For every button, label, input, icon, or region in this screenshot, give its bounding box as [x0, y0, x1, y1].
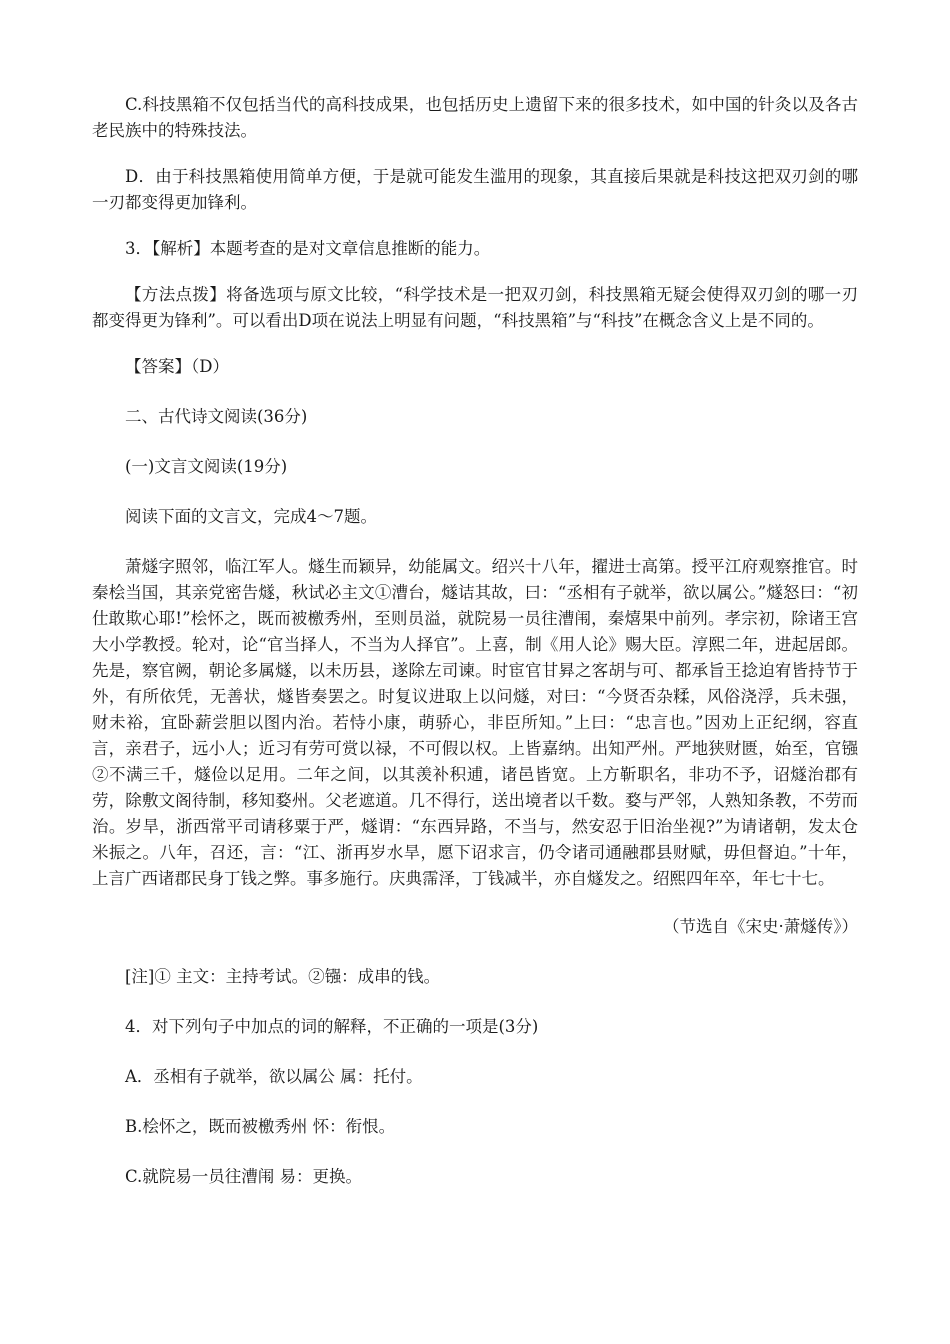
option-d-q3: D．由于科技黑箱使用简单方便，于是就可能发生滥用的现象，其直接后果就是科技这把双刃剑的哪一刃都变得更加锋利。	[92, 167, 858, 212]
q3-answer: 【答案】（D）	[125, 357, 229, 376]
document-page	[92, 92, 858, 1190]
q4-option-c: C.就院易一员往漕闱 易：更换。	[125, 1167, 363, 1186]
q3-method: 【方法点拨】将备选项与原文比较，“科学技术是一把双刃剑，科技黑箱无疑会使得双刃剑的哪一刃都变得更为锋利”。可以看出D项在说法上明显有问题，“科技黑箱”与“科技”在概念含义上是不同的。	[92, 285, 858, 330]
q4-option-a: A．丞相有子就举，欲以属公 属：托付。	[125, 1067, 423, 1086]
reading-instruction: 阅读下面的文言文，完成4～7题。	[125, 507, 377, 526]
option-c-q3: C.科技黑箱不仅包括当代的高科技成果，也包括历史上遗留下来的很多技术，如中国的针灸以及各古老民族中的特殊技法。	[92, 95, 858, 140]
q3-analysis: 3．【解析】本题考查的是对文章信息推断的能力。	[125, 239, 491, 258]
classical-passage: 萧燧字照邻，临江军人。燧生而颖异，幼能属文。绍兴十八年，擢进士高第。授平江府观察推官。时秦桧当国，其亲党密告燧，秋试必主文①漕台，燧诘其故，曰：“丞相有子就举，欲以属公。”燧怒曰：“初仕敢欺心耶!”桧怀之，既而被檄秀州，至则员溢，就院易一员往漕闱，秦熺果中前列。孝宗初，除诸王宫大小学教授。轮对，论“官当择人，不当为人择官”。上喜，制《用人论》赐大臣。淳熙二年，进起居郎。先是，察官阙，朝论多属燧，以未历县，遂除左司谏。时宦官甘昪之客胡与可、都承旨王捻迫宥皆持节于外，有所依凭，无善状，燧皆奏罢之。时复议进取上以问燧，对曰：“今贤否杂糅，风俗浇浮，兵未强，财未裕，宜卧薪尝胆以图内治。若恃小康，萌骄心，非臣所知。”上曰：“忠言也。”因劝上正纪纲，容直言，亲君子，远小人；近习有劳可赏以禄，不可假以权。上皆嘉纳。出知严州。严地狭财匮，始至，官镪②不满三千，燧俭以足用。二年之间，以其羡补积逋，诸邑皆宽。上方靳职名，非功不予，诏燧治郡有劳，除敷文阁待制，移知婺州。父老遮道。几不得行，送出境者以千数。婺与严邻，人熟知条教，不劳而治。岁旱，浙西常平司请移粟于严，燧谓：“东西异路，不当与，然安忍于旧治坐视?”为请诸朝，发太仓米振之。八年，召还，言：“江、浙再岁水旱，愿下诏求言，仍令诸司通融郡县财赋，毋但督迫。”十年，上言广西诸郡民身丁钱之弊。事多施行。庆典霈泽，丁钱减半，亦自燧发之。绍熙四年卒，年七十七。	[92, 557, 858, 888]
passage-notes: [注]① 主文：主持考试。②镪：成串的钱。	[125, 967, 441, 986]
q4-option-b: B.桧怀之，既而被檄秀州 怀：衔恨。	[125, 1117, 396, 1136]
q4-stem: 4．对下列句子中加点的词的解释，不正确的一项是(3分)	[125, 1017, 539, 1036]
section-two-heading: 二、古代诗文阅读(36分)	[125, 407, 308, 426]
subsection-one-heading: (一)文言文阅读(19分)	[125, 457, 288, 476]
passage-source: （节选自《宋史·萧燧传》）	[663, 917, 858, 936]
